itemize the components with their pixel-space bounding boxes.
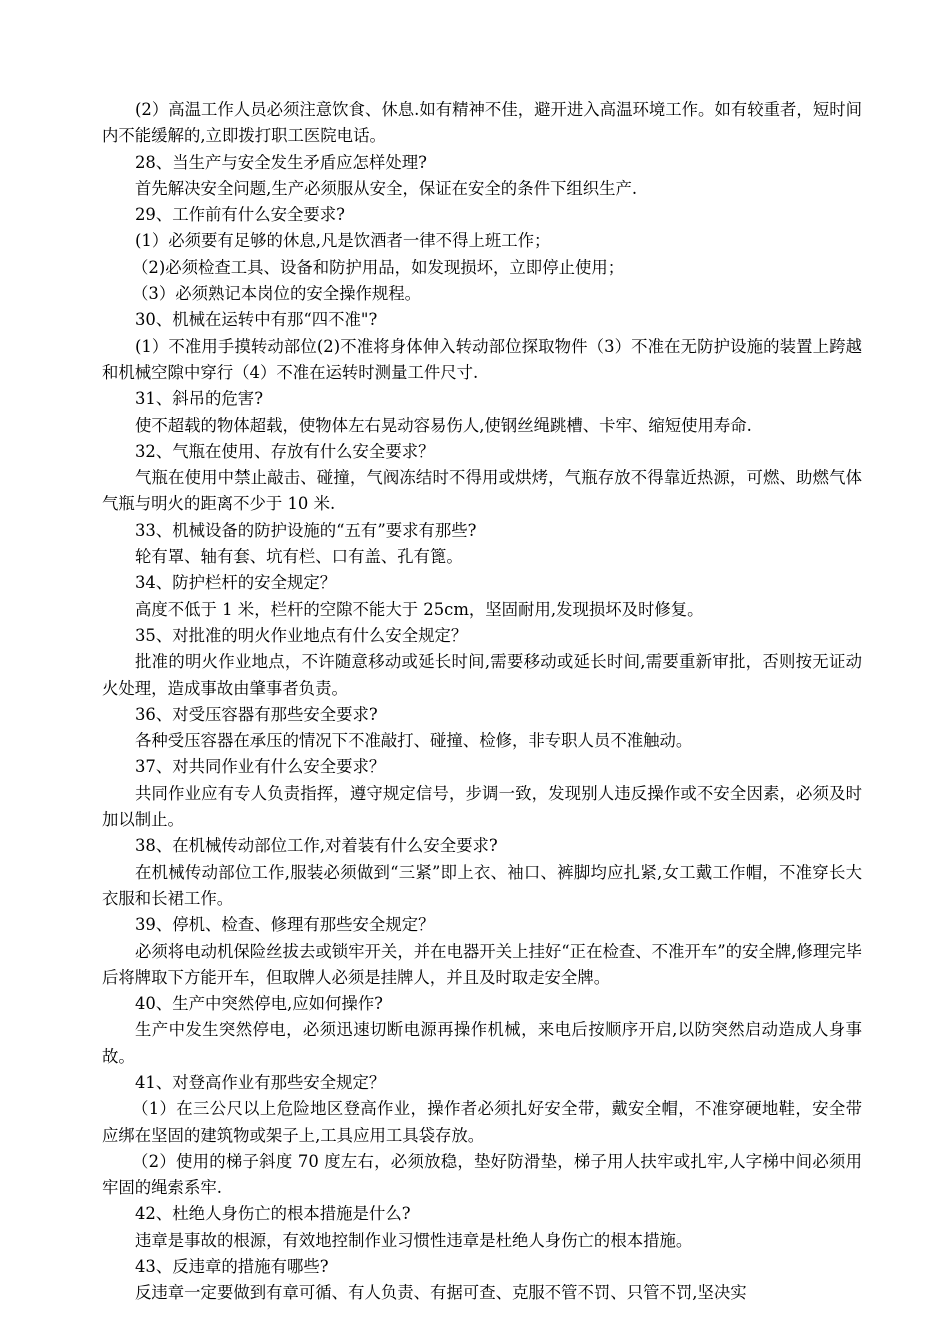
question-heading: 30、机械在运转中有那“四不准"? [135, 310, 378, 330]
question-heading: 42、杜绝人身伤亡的根本措施是什么? [135, 1204, 411, 1224]
answer-paragraph: 批准的明火作业地点，不许随意移动或延长时间,需要移动或延长时间,需要重新审批，否则按无证动火处理，造成事故由肇事者负责。 [102, 652, 862, 698]
question-heading: 31、斜吊的危害? [135, 389, 263, 409]
answer-paragraph: 使不超载的物体超载，使物体左右晃动容易伤人,使钢丝绳跳槽、卡牢、缩短使用寿命. [135, 415, 752, 435]
question-heading: 29、工作前有什么安全要求? [135, 205, 345, 225]
answer-paragraph: 共同作业应有专人负责指挥，遵守规定信号，步调一致，发现别人违反操作或不安全因素，必须及时加以制止。 [102, 783, 862, 830]
question-heading: 35、对批准的明火作业地点有什么安全规定？ [135, 625, 468, 645]
question-heading: 38、在机械传动部位工作,对着装有什么安全要求? [135, 836, 498, 856]
question-heading: 43、反违章的措施有哪些? [135, 1257, 329, 1277]
question-heading: 37、对共同作业有什么安全要求？ [135, 757, 386, 777]
answer-paragraph: 生产中发生突然停电，必须迅速切断电源再操作机械，来电后按顺序开启,以防突然启动造成人身事故。 [102, 1020, 862, 1066]
answer-paragraph: 反违章一定要做到有章可循、有人负责、有据可查、克服不管不罚、只管不罚,坚决实 [135, 1283, 747, 1303]
answer-paragraph: 必须将电动机保险丝拔去或锁牢开关，并在电器开关上挂好“正在检查、不准开车”的安全牌,修理完毕后将牌取下方能开车，但取牌人必须是挂牌人，并且及时取走安全牌。 [102, 941, 862, 987]
answer-paragraph: 在机械传动部位工作,服装必须做到“三紧”即上衣、袖口、裤脚均应扎紧,女工戴工作帽，不准穿长大衣服和长裙工作。 [102, 862, 862, 908]
question-heading: 32、气瓶在使用、存放有什么安全要求？ [135, 441, 435, 461]
question-heading: 34、防护栏杆的安全规定？ [135, 573, 337, 593]
answer-paragraph: 违章是事故的根源，有效地控制作业习惯性违章是杜绝人身伤亡的根本措施。 [135, 1230, 693, 1250]
question-heading: 39、停机、检查、修理有那些安全规定？ [135, 915, 435, 935]
answer-paragraph: 首先解决安全问题,生产必须服从安全，保证在安全的条件下组织生产. [135, 178, 638, 198]
answer-paragraph: 气瓶在使用中禁止敲击、碰撞，气阀冻结时不得用或烘烤，气瓶存放不得靠近热源，可燃、助燃气体气瓶与明火的距离不少于 10 米. [102, 468, 862, 514]
answer-paragraph: （1）在三公尺以上危险地区登高作业，操作者必须扎好安全带，戴安全帽，不准穿硬地鞋，安全带应绑在坚固的建筑物或架子上,工具应用工具袋存放。 [102, 1099, 862, 1145]
answer-paragraph: （3）必须熟记本岗位的安全操作规程。 [132, 284, 422, 304]
answer-paragraph: (1）不准用手摸转动部位(2)不准将身体伸入转动部位探取物件（3）不准在无防护设施的装置上跨越和机械空隙中穿行（4）不准在运转时测量工件尺寸. [102, 336, 862, 382]
answer-paragraph: 轮有罩、轴有套、坑有栏、口有盖、孔有篦。 [135, 547, 463, 567]
paragraph: (2）高温工作人员必须注意饮食、休息.如有精神不佳，避开进入高温环境工作。如有较重者，短时间内不能缓解的,立即拨打职工医院电话。 [102, 100, 862, 146]
answer-paragraph: （2)必须检查工具、设备和防护用品，如发现损坏，立即停止使用； [132, 257, 625, 277]
question-heading: 33、机械设备的防护设施的“五有”要求有那些? [135, 520, 477, 540]
answer-paragraph: （2）使用的梯子斜度 70 度左右，必须放稳，垫好防滑垫，梯子用人扶牢或扎牢,人字梯中间必须用牢固的绳索系牢. [102, 1151, 862, 1198]
answer-paragraph: 高度不低于 1 米，栏杆的空隙不能大于 25cm，坚固耐用,发现损坏及时修复。 [135, 599, 704, 619]
document-body [102, 97, 862, 1307]
question-heading: 40、生产中突然停电,应如何操作? [135, 994, 383, 1014]
answer-paragraph: 各种受压容器在承压的情况下不准敲打、碰撞、检修，非专职人员不准触动。 [135, 731, 693, 751]
question-heading: 41、对登高作业有那些安全规定？ [135, 1072, 386, 1092]
question-heading: 28、当生产与安全发生矛盾应怎样处理? [135, 152, 427, 172]
answer-paragraph: (1）必须要有足够的休息,凡是饮酒者一律不得上班工作； [135, 231, 551, 251]
question-heading: 36、对受压容器有那些安全要求? [135, 704, 378, 724]
